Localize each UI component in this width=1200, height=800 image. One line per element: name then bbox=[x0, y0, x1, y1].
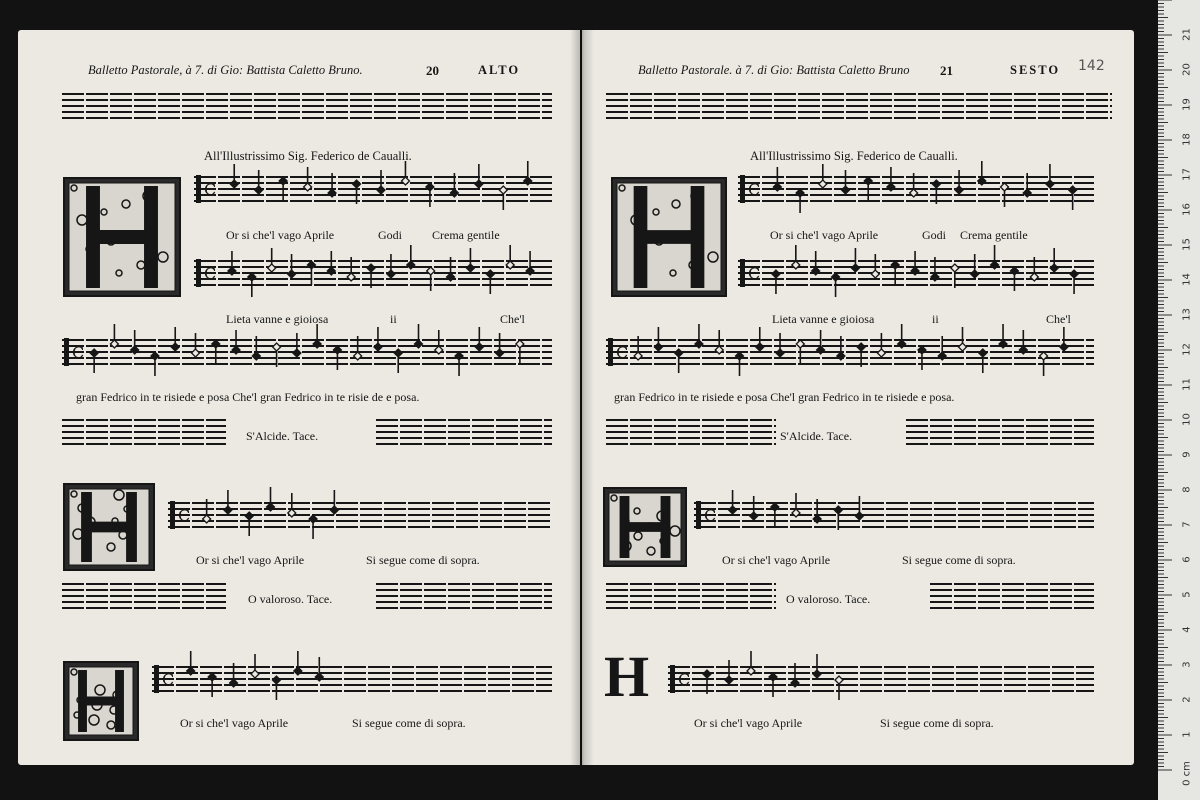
right-clef-3 bbox=[608, 338, 628, 366]
svg-text:C: C bbox=[72, 343, 85, 362]
right-dedication: All'Illustrissimo Sig. Federico de Caualli. bbox=[750, 149, 958, 163]
ruler-label: 10 bbox=[1181, 413, 1193, 426]
left-rest-staff-1b bbox=[376, 420, 552, 444]
left-voice-label: ALTO bbox=[478, 63, 521, 77]
right-lyric-3: gran Fedrico in te risiede e posa Che'l gran Fedrico in te risiede e posa. bbox=[614, 390, 955, 404]
right-lyric-1c: Crema gentile bbox=[960, 228, 1028, 242]
left-ornate-initial-h-2 bbox=[64, 484, 154, 570]
ruler-unit-label: 0 cm bbox=[1181, 761, 1193, 786]
svg-text:C: C bbox=[678, 670, 691, 689]
left-notes-5 bbox=[187, 651, 324, 700]
ruler-label: 20 bbox=[1181, 63, 1193, 76]
right-notes-3 bbox=[634, 324, 1068, 376]
ruler-label: 11 bbox=[1181, 378, 1193, 391]
left-ornate-initial-h-1 bbox=[64, 178, 180, 296]
svg-text:C: C bbox=[204, 180, 217, 199]
right-notes-2 bbox=[772, 245, 1078, 297]
svg-text:C: C bbox=[748, 264, 761, 283]
ruler-label: 16 bbox=[1181, 203, 1193, 216]
left-staff-4 bbox=[168, 503, 552, 527]
svg-text:C: C bbox=[162, 670, 175, 689]
right-rest-staff-2b bbox=[930, 584, 1094, 608]
ruler-ticks bbox=[1158, 0, 1200, 800]
svg-text:C: C bbox=[748, 180, 761, 199]
left-staff-2 bbox=[194, 261, 552, 285]
ruler-label: 19 bbox=[1181, 98, 1193, 111]
left-rest-staff-2a bbox=[62, 584, 226, 608]
right-lyric-v2b: Si segue come di sopra. bbox=[902, 553, 1016, 567]
right-rest-staff-2a bbox=[606, 584, 776, 608]
left-clef-3 bbox=[64, 338, 84, 366]
left-lyric-2a: Lieta vanne e gioiosa bbox=[226, 312, 329, 326]
ruler-label: 17 bbox=[1181, 168, 1193, 181]
svg-text:C: C bbox=[178, 506, 191, 525]
ruler-label: 1 bbox=[1181, 731, 1193, 738]
left-lyric-3: gran Fedrico in te risiede e posa Che'l gran Fedrico in te risie de e posa. bbox=[76, 390, 420, 404]
ruler-label: 2 bbox=[1181, 696, 1193, 703]
ruler-label: 15 bbox=[1181, 238, 1193, 251]
right-lyric-1b: Godi bbox=[922, 228, 946, 242]
left-clef-4 bbox=[170, 501, 190, 529]
left-lyric-v2b: Si segue come di sopra. bbox=[366, 553, 480, 567]
right-clef-2 bbox=[740, 259, 760, 287]
right-lyric-v3b: Si segue come di sopra. bbox=[880, 716, 994, 730]
left-header-title: Balletto Pastorale, à 7. di Gio: Battista Caletto Bruno. bbox=[88, 63, 363, 77]
right-empty-staff-top bbox=[606, 94, 1112, 118]
left-tacet-1: S'Alcide. Tace. bbox=[246, 429, 319, 443]
ruler-label: 12 bbox=[1181, 343, 1193, 356]
right-clef-5 bbox=[670, 665, 690, 693]
left-tacet-2: O valoroso. Tace. bbox=[248, 592, 333, 606]
ruler-label: 6 bbox=[1181, 556, 1193, 563]
right-notes-5 bbox=[703, 651, 843, 700]
ruler-label: 18 bbox=[1181, 133, 1193, 146]
measuring-ruler bbox=[1158, 0, 1200, 800]
left-clef-1 bbox=[196, 175, 216, 203]
left-lyric-1a: Or si che'l vago Aprile bbox=[226, 228, 335, 242]
plain-initial-h: H bbox=[604, 644, 650, 709]
right-lyric-v3a: Or si che'l vago Aprile bbox=[694, 716, 803, 730]
right-page-number: 21 bbox=[940, 63, 953, 78]
left-clef-2 bbox=[196, 259, 216, 287]
right-rest-staff-1b bbox=[906, 420, 1094, 444]
right-lyric-2a: Lieta vanne e gioiosa bbox=[772, 312, 875, 326]
right-ornate-initial-h-1 bbox=[612, 178, 726, 296]
left-lyric-2c: Che'l bbox=[500, 312, 525, 326]
left-empty-staff-top bbox=[62, 94, 552, 118]
right-rest-staff-1a bbox=[606, 420, 776, 444]
ruler-label: 8 bbox=[1181, 486, 1193, 493]
right-ornate-initial-h-2 bbox=[604, 488, 686, 566]
left-notes-3 bbox=[90, 324, 524, 376]
left-dedication: All'Illustrissimo Sig. Federico de Caualli. bbox=[204, 149, 412, 163]
ruler-label: 9 bbox=[1181, 451, 1193, 458]
left-lyric-1b: Godi bbox=[378, 228, 402, 242]
right-lyric-2c: Che'l bbox=[1046, 312, 1071, 326]
left-notes-4 bbox=[203, 487, 339, 539]
right-header-title: Balletto Pastorale. à 7. di Gio: Battista Caletto Bruno bbox=[638, 63, 910, 77]
left-notes-2 bbox=[228, 245, 534, 297]
svg-text:C: C bbox=[616, 343, 629, 362]
right-lyric-v2a: Or si che'l vago Aprile bbox=[722, 553, 831, 567]
left-staff-1 bbox=[194, 177, 552, 201]
right-voice-label: SESTO bbox=[1010, 63, 1061, 77]
right-staff-1 bbox=[738, 177, 1094, 201]
right-clef-1 bbox=[740, 175, 760, 203]
right-notes-1 bbox=[773, 161, 1076, 213]
left-lyric-v3a: Or si che'l vago Aprile bbox=[180, 716, 289, 730]
left-rest-staff-2b bbox=[376, 584, 552, 608]
right-tacet-1: S'Alcide. Tace. bbox=[780, 429, 853, 443]
ruler-label: 7 bbox=[1181, 521, 1193, 528]
right-clef-4 bbox=[696, 501, 716, 529]
handwritten-folio-number: 142 bbox=[1078, 58, 1105, 74]
ruler-label: 3 bbox=[1181, 661, 1193, 668]
left-page-number: 20 bbox=[426, 63, 439, 78]
left-clef-5 bbox=[154, 665, 174, 693]
svg-text:C: C bbox=[204, 264, 217, 283]
ruler-label: 21 bbox=[1181, 28, 1193, 41]
right-tacet-2: O valoroso. Tace. bbox=[786, 592, 871, 606]
ruler-label: 5 bbox=[1181, 591, 1193, 598]
ruler-label: 13 bbox=[1181, 308, 1193, 321]
right-lyric-1a: Or si che'l vago Aprile bbox=[770, 228, 879, 242]
svg-text:C: C bbox=[704, 506, 717, 525]
left-lyric-v2a: Or si che'l vago Aprile bbox=[196, 553, 305, 567]
right-lyric-2b: ii bbox=[932, 312, 939, 326]
ruler-label: 4 bbox=[1181, 626, 1193, 633]
left-rest-staff-1a bbox=[62, 420, 226, 444]
left-notes-1 bbox=[230, 161, 532, 210]
left-lyric-1c: Crema gentile bbox=[432, 228, 500, 242]
ruler-label: 14 bbox=[1181, 273, 1193, 286]
left-lyric-2b: ii bbox=[390, 312, 397, 326]
left-lyric-v3b: Si segue come di sopra. bbox=[352, 716, 466, 730]
left-ornate-initial-h-3 bbox=[64, 662, 138, 740]
